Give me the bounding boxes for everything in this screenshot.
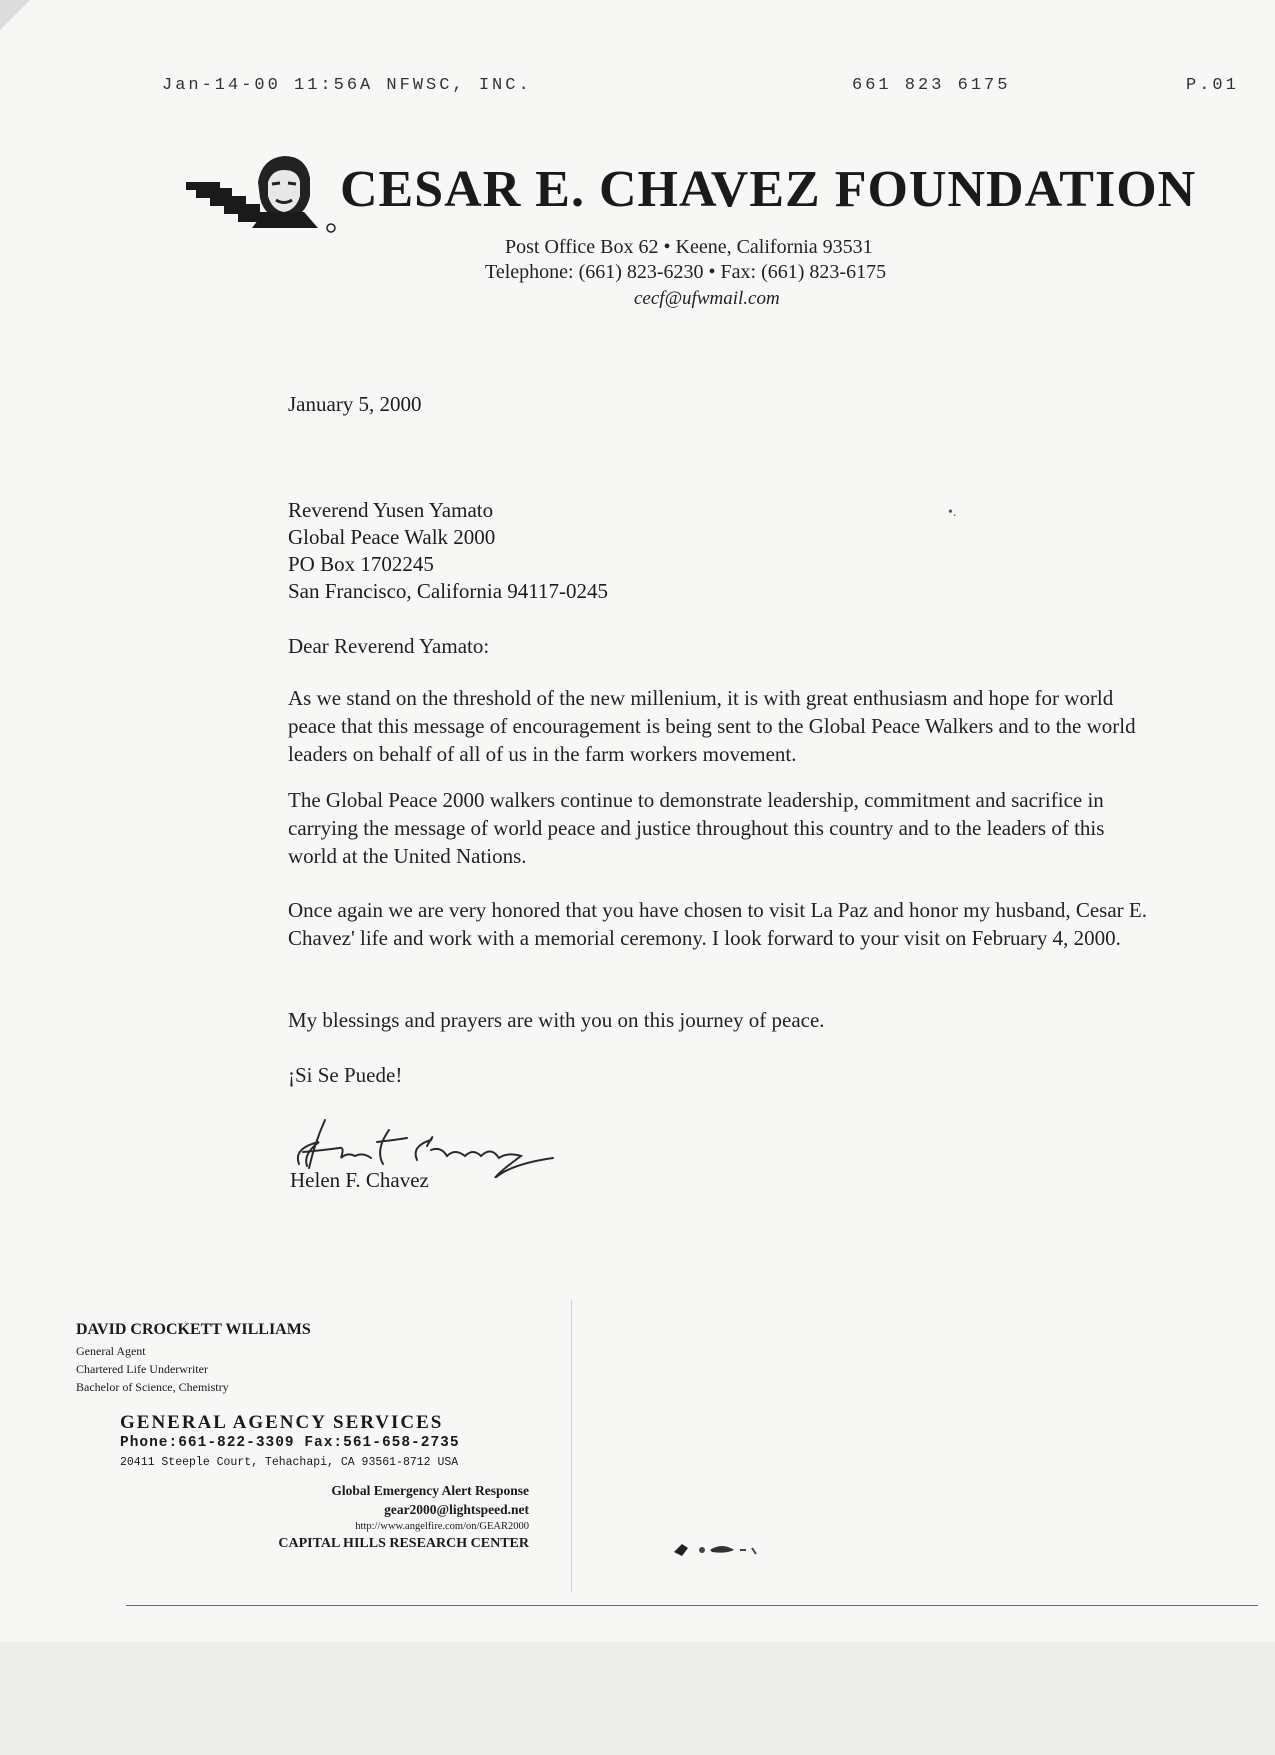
- recipient-line: Reverend Yusen Yamato: [288, 498, 494, 522]
- paragraph: My blessings and prayers are with you on this journey of peace.: [288, 1008, 825, 1032]
- foundation-logo-portrait-icon: [180, 152, 350, 238]
- recipient-address: [288, 497, 608, 605]
- foundation-phones: Telephone: (661) 823-6230 • Fax: (661) 823-6175: [485, 261, 887, 283]
- research-center: CAPITAL HILLS RESEARCH CENTER: [278, 1536, 529, 1551]
- folded-corner: [0, 0, 30, 30]
- fax-page-number: P.01: [1186, 76, 1239, 95]
- closing: ¡Si Se Puede!: [288, 1063, 403, 1087]
- foundation-address: Post Office Box 62 • Keene, California 93531: [505, 236, 873, 258]
- fax-phone-number: 661 823 6175: [852, 76, 1011, 95]
- paragraph: As we stand on the threshold of the new millenium, it is with great enthusiasm and hope for world peace that this message of encouragement is being sent to the Global Peace Walkers and to the world leaders on behalf of all of us in the farm workers movement.: [288, 686, 1136, 766]
- agent-title: Chartered Life Underwriter: [76, 1362, 208, 1376]
- agency-address: 20411 Steeple Court, Tehachapi, CA 93561-8712 USA: [120, 1456, 459, 1469]
- scan-speck: •.: [948, 505, 957, 520]
- recipient-line: San Francisco, California 94117-0245: [288, 579, 608, 603]
- recipient-line: Global Peace Walk 2000: [288, 525, 496, 549]
- fax-sender-line: Jan-14-00 11:56A NFWSC, INC.: [162, 76, 532, 95]
- salutation: Dear Reverend Yamato:: [288, 634, 490, 658]
- gear-title: Global Emergency Alert Response: [331, 1483, 529, 1498]
- agency-name: GENERAL AGENCY SERVICES: [120, 1412, 444, 1433]
- scan-smudge: [672, 1540, 768, 1558]
- paragraph: Once again we are very honored that you have chosen to visit La Paz and honor my husband, Cesar E. Chavez' life and work with a memorial ceremony. I look forward to your visit on February 4, 2000.: [288, 898, 1147, 950]
- foundation-email: cecf@ufwmail.com: [634, 288, 780, 309]
- letter-date: January 5, 2000: [288, 392, 422, 416]
- vertical-divider: [571, 1300, 572, 1592]
- scan-margin: [0, 1642, 1275, 1755]
- paragraph: The Global Peace 2000 walkers continue to demonstrate leadership, commitment and sacrifice in carrying the message of world peace and justice throughout this country and to the leaders of this world at the United Nations.: [288, 788, 1105, 868]
- gear-email: gear2000@lightspeed.net: [384, 1502, 529, 1517]
- agent-title: Bachelor of Science, Chemistry: [76, 1380, 229, 1394]
- foundation-name: CESAR E. CHAVEZ FOUNDATION: [340, 161, 1197, 218]
- signer-name: Helen F. Chavez: [290, 1168, 429, 1192]
- gear-url: http://www.angelfire.com/on/GEAR2000: [355, 1521, 529, 1532]
- agent-name: DAVID CROCKETT WILLIAMS: [76, 1321, 311, 1338]
- agency-phone: Phone:661-822-3309 Fax:561-658-2735: [120, 1435, 460, 1451]
- horizontal-rule: [126, 1605, 1258, 1606]
- agent-title: General Agent: [76, 1344, 146, 1358]
- recipient-line: PO Box 1702245: [288, 552, 434, 576]
